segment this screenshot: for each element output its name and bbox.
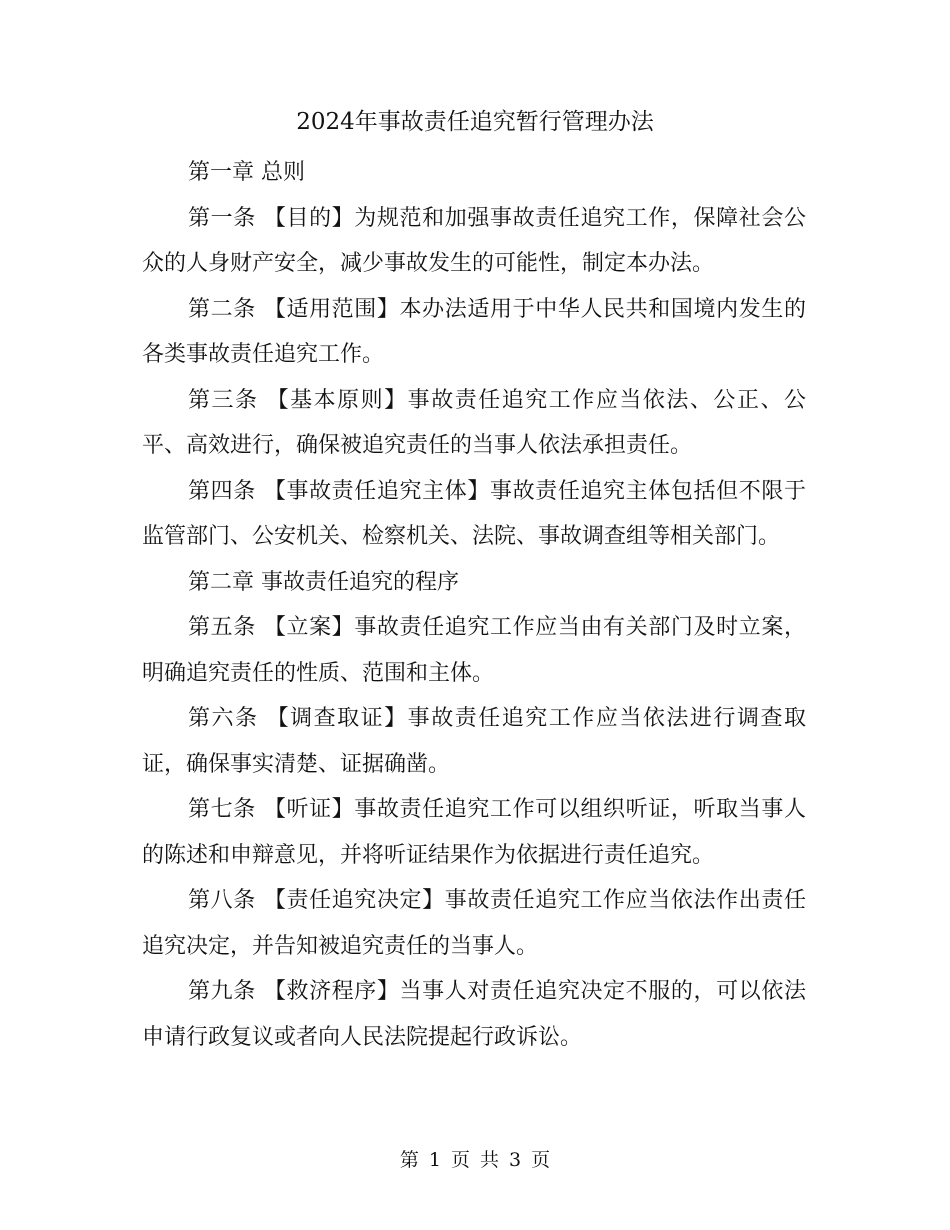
article-3 (142, 378, 806, 469)
article-text: 【责任追究决定】事故责任追究工作应当依法作出责任追究决定，并告知被追究责任的当事人。 (142, 888, 806, 959)
article-8 (142, 878, 806, 969)
article-6 (142, 696, 806, 787)
article-number: 第一条 (188, 205, 256, 231)
article-number: 第三条 (188, 387, 259, 413)
article-number: 第五条 (188, 615, 256, 640)
document-body (142, 150, 806, 1060)
article-number: 第九条 (188, 979, 256, 1004)
article-text: 【事故责任追究主体】事故责任追究主体包括但不限于监管部门、公安机关、检察机关、法院、事故调查组等相关部门。 (142, 478, 806, 549)
chapter-heading: 第二章 事故责任追究的程序 (188, 569, 459, 595)
chapter-heading: 第一章 总则 (188, 160, 305, 185)
article-4 (142, 469, 806, 560)
article-number: 第六条 (188, 706, 259, 731)
article-7 (142, 787, 806, 878)
article-text: 【基本原则】事故责任追究工作应当依法、公正、公平、高效进行，确保被追究责任的当事人依法承担责任。 (142, 387, 806, 458)
article-number: 第七条 (188, 797, 256, 822)
article-number: 第二条 (188, 296, 256, 322)
article-text: 【听证】事故责任追究工作可以组织听证，听取当事人的陈述和申辩意见，并将听证结果作为依据进行责任追究。 (142, 797, 806, 868)
article-9 (142, 969, 806, 1060)
article-text: 【适用范围】本办法适用于中华人民共和国境内发生的各类事故责任追究工作。 (142, 296, 806, 367)
article-1 (142, 196, 806, 287)
article-text: 【目的】为规范和加强事故责任追究工作，保障社会公众的人身财产安全，减少事故发生的可能性，制定本办法。 (142, 205, 806, 276)
article-number: 第八条 (188, 888, 256, 913)
article-number: 第四条 (188, 478, 256, 504)
document-title: 2024年事故责任追究暂行管理办法 (296, 109, 654, 135)
article-text: 【救济程序】当事人对责任追究决定不服的，可以依法申请行政复议或者向人民法院提起行政诉讼。 (142, 979, 806, 1050)
article-2 (142, 287, 806, 378)
page-number-footer: 第 1 页 共 3 页 (399, 1149, 551, 1171)
article-5 (142, 605, 806, 696)
article-text: 【立案】事故责任追究工作应当由有关部门及时立案，明确追究责任的性质、范围和主体。 (142, 615, 806, 686)
article-text: 【调查取证】事故责任追究工作应当依法进行调查取证，确保事实清楚、证据确凿。 (142, 706, 806, 777)
